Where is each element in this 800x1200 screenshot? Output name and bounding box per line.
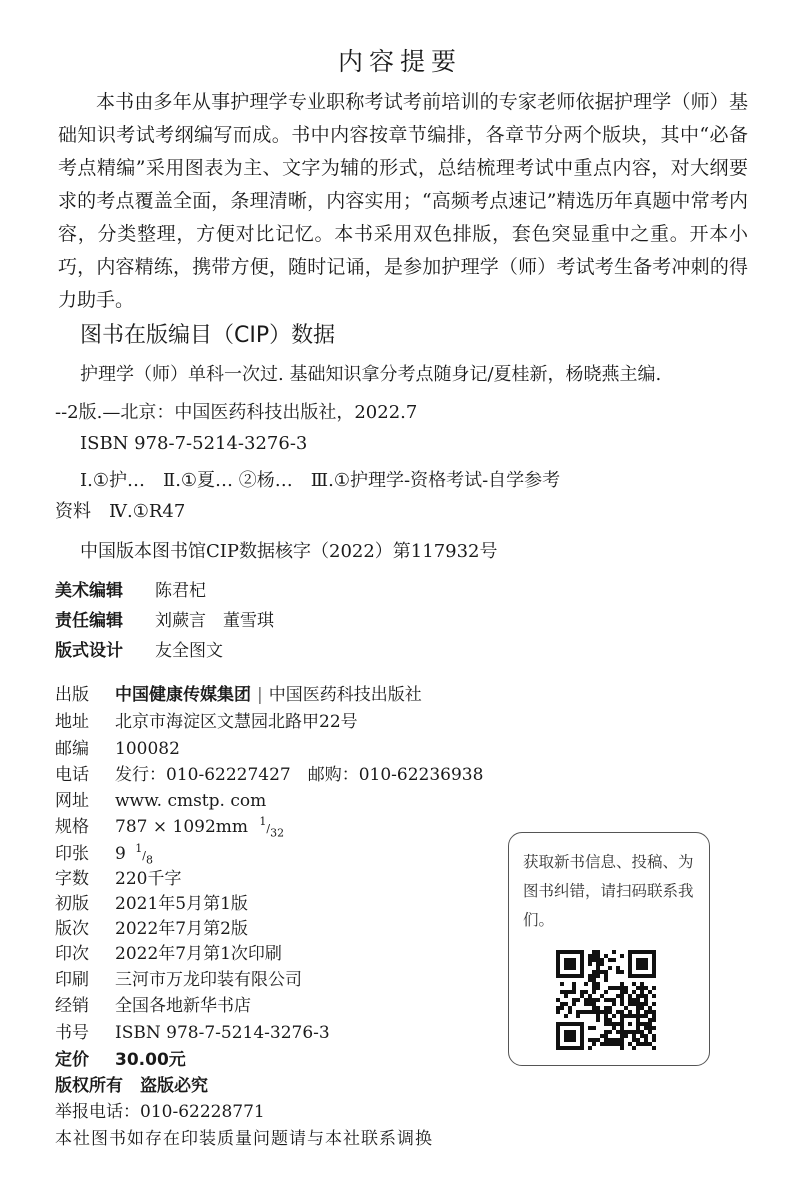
info-printer <box>55 965 302 990</box>
staff-resp-value: 刘蕨言 董雪琪 <box>155 611 274 631</box>
info-address-label: 地址 <box>55 712 89 732</box>
info-phone <box>55 760 483 785</box>
info-first-edition-label: 初版 <box>55 894 89 914</box>
staff-resp-label: 责任编辑 <box>55 611 123 631</box>
info-publisher <box>55 680 422 705</box>
info-publisher-group: 中国健康传媒集团 <box>115 685 251 705</box>
info-price <box>55 1045 186 1070</box>
info-phone-value: 发行：010-62227427 邮购：010-62236938 <box>115 765 484 785</box>
info-words-value: 220千字 <box>115 869 182 889</box>
info-sheets: 印张 9 $^1/_8$ <box>55 839 153 866</box>
info-zip <box>55 734 180 759</box>
info-publisher-separator: | <box>257 685 263 705</box>
staff-design-label: 版式设计 <box>55 641 123 661</box>
qr-code-icon <box>556 950 656 1054</box>
cip-heading: 图书在版编目（CIP）数据 <box>80 323 336 348</box>
cip-line-5: 资料 Ⅳ.①R47 <box>55 501 186 522</box>
info-address-value: 北京市海淀区文慧园北路甲22号 <box>115 712 358 732</box>
info-zip-label: 邮编 <box>55 739 89 759</box>
info-distributor-label: 经销 <box>55 996 89 1016</box>
info-price-value: 30.00元 <box>115 1050 186 1070</box>
info-printing-label: 印次 <box>55 944 89 964</box>
qr-box-text: 获取新书信息、投稿、为图书纠错，请扫码联系我们。 <box>523 853 694 929</box>
info-printing <box>55 939 282 964</box>
info-isbn <box>55 1018 330 1043</box>
info-distributor-value: 全国各地新华书店 <box>115 996 251 1016</box>
info-publisher-label: 出版 <box>55 685 89 705</box>
info-spec-label: 规格 <box>55 817 89 837</box>
info-price-label: 定价 <box>55 1050 89 1070</box>
info-edition <box>55 914 248 939</box>
info-sheets-frac-num: 1 <box>135 842 143 856</box>
info-spec-frac-den: 32 <box>270 826 285 840</box>
info-edition-label: 版次 <box>55 919 89 939</box>
info-website-label: 网址 <box>55 791 89 811</box>
cip-line-3: ISBN 978-7-5214-3276-3 <box>80 433 308 454</box>
info-spec-frac-num: 1 <box>259 815 267 829</box>
info-printer-label: 印刷 <box>55 970 89 990</box>
info-sheets-frac-den: 8 <box>145 853 153 867</box>
info-phone-label: 电话 <box>55 765 89 785</box>
info-website-value: www. cmstp. com <box>115 791 267 811</box>
info-words-label: 字数 <box>55 869 89 889</box>
summary-paragraph: 本书由多年从事护理学专业职称考试考前培训的专家老师依据护理学（师）基础知识考试考纲编写而成。书中内容按章节编排，各章节分两个版块，其中“必备考点精编”采用图表为主、文字为辅的形式，总结梳理考试中重点内容，对大纲要求的考点覆盖全面，条理清晰，内容实用；“高频考点速记”精选历年真题中常考内容，分类整理，方便对比记忆。本书采用双色排版，套色突显重中之重。开本小巧，内容精练，携带方便，随时记诵，是参加护理学（师）考试考生备考冲刺的得力助手。 <box>58 91 748 311</box>
cip-line-1: 护理学（师）单科一次过. 基础知识拿分考点随身记/夏桂新，杨晓燕主编. <box>80 364 662 385</box>
footer-note: 本社图书如存在印装质量问题请与本社联系调换 <box>55 1129 433 1149</box>
info-sheets-label: 印张 <box>55 844 89 864</box>
copyright-notice: 版权所有 盗版必究 <box>55 1076 208 1096</box>
info-words <box>55 864 181 889</box>
staff-art-label: 美术编辑 <box>55 581 123 601</box>
info-sheets-value: 9 <box>115 844 126 864</box>
info-zip-value: 100082 <box>115 739 180 759</box>
info-spec: 规格 787 × 1092mm $^1/_{32}$ <box>55 812 284 839</box>
info-first-edition <box>55 889 248 914</box>
info-isbn-value: ISBN 978-7-5214-3276-3 <box>115 1023 330 1043</box>
info-publisher-name: 中国医药科技出版社 <box>268 685 422 705</box>
info-edition-value: 2022年7月第2版 <box>115 919 248 939</box>
info-distributor <box>55 991 251 1016</box>
info-printer-value: 三河市万龙印装有限公司 <box>115 970 302 990</box>
info-spec-value: 787 × 1092mm <box>115 817 249 837</box>
info-website <box>55 786 266 811</box>
info-printing-value: 2022年7月第1次印刷 <box>115 944 282 964</box>
info-isbn-label: 书号 <box>55 1023 89 1043</box>
cip-line-2: --2版.—北京：中国医药科技出版社，2022.7 <box>55 402 418 423</box>
info-address <box>55 707 358 732</box>
info-first-edition-value: 2021年5月第1版 <box>115 894 248 914</box>
staff-art <box>55 576 206 601</box>
staff-design-value: 友全图文 <box>155 641 223 661</box>
report-phone: 举报电话：010-62228771 <box>55 1102 265 1122</box>
staff-resp <box>55 606 274 631</box>
page-title: 内容提要 <box>337 47 462 76</box>
staff-design <box>55 636 223 661</box>
staff-art-value: 陈君杞 <box>155 581 206 601</box>
cip-line-6: 中国版本图书馆CIP数据核字（2022）第117932号 <box>80 541 498 562</box>
cip-line-4: Ⅰ.①护… Ⅱ.①夏… ②杨… Ⅲ.①护理学-资格考试-自学参考 <box>80 470 561 491</box>
